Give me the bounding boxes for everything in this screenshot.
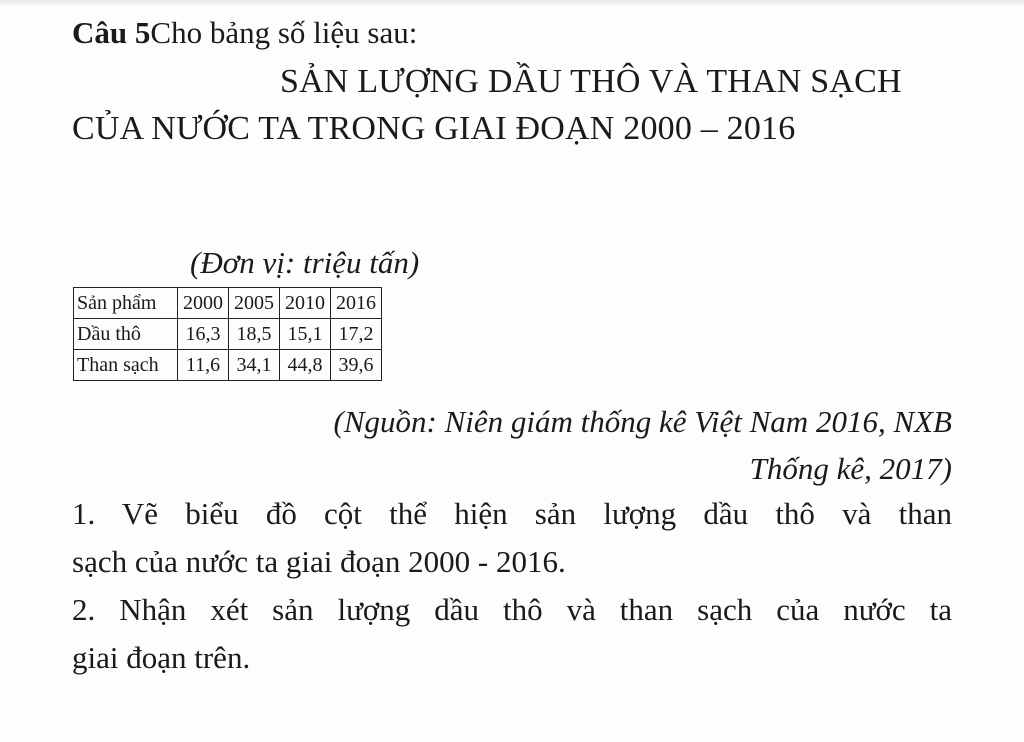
row-label-crude-oil: Dầu thô: [74, 319, 178, 350]
task-2: [72, 586, 952, 682]
source-note: [72, 398, 952, 492]
table-header-row: [74, 288, 382, 319]
header-cell-2016: 2016: [331, 288, 382, 319]
table-cell: 44,8: [280, 350, 331, 381]
header-cell-2000: 2000: [178, 288, 229, 319]
table-cell: 17,2: [331, 319, 382, 350]
task-1-line-2: sạch của nước ta giai đoạn 2000 - 2016.: [72, 544, 566, 579]
source-line-1: (Nguồn: Niên giám thống kê Việt Nam 2016, NXB: [333, 404, 952, 439]
question-intro: Cho bảng số liệu sau:: [150, 15, 418, 50]
task-2-line-1: 2. Nhận xét sản lượng dầu thô và than sạch của nước ta: [72, 592, 952, 627]
unit-label: (Đơn vị: triệu tấn): [190, 245, 420, 280]
table-cell: 34,1: [229, 350, 280, 381]
table-row: [74, 350, 382, 381]
data-table: [73, 287, 382, 381]
page-top-edge: [0, 0, 1024, 6]
header-cell-2010: 2010: [280, 288, 331, 319]
task-1: [72, 490, 952, 586]
task-2-line-2: giai đoạn trên.: [72, 640, 251, 675]
table-cell: 16,3: [178, 319, 229, 350]
table-title: SẢN LƯỢNG DẦU THÔ VÀ THAN SẠCH CỦA NƯỚC TA TRONG GIAI ĐOẠN 2000 – 2016: [72, 63, 902, 147]
row-label-clean-coal: Than sạch: [74, 350, 178, 381]
table-cell: 39,6: [331, 350, 382, 381]
table-cell: 18,5: [229, 319, 280, 350]
question-heading: [72, 14, 417, 52]
question-number: Câu 5: [72, 15, 151, 50]
task-1-line-1: 1. Vẽ biểu đồ cột thể hiện sản lượng dầu thô và than: [72, 496, 952, 531]
source-line-2: Thống kê, 2017): [749, 451, 952, 486]
table-cell: 11,6: [178, 350, 229, 381]
table-row: [74, 319, 382, 350]
table-cell: 15,1: [280, 319, 331, 350]
header-cell-2005: 2005: [229, 288, 280, 319]
header-cell-product: Sản phẩm: [74, 288, 178, 319]
